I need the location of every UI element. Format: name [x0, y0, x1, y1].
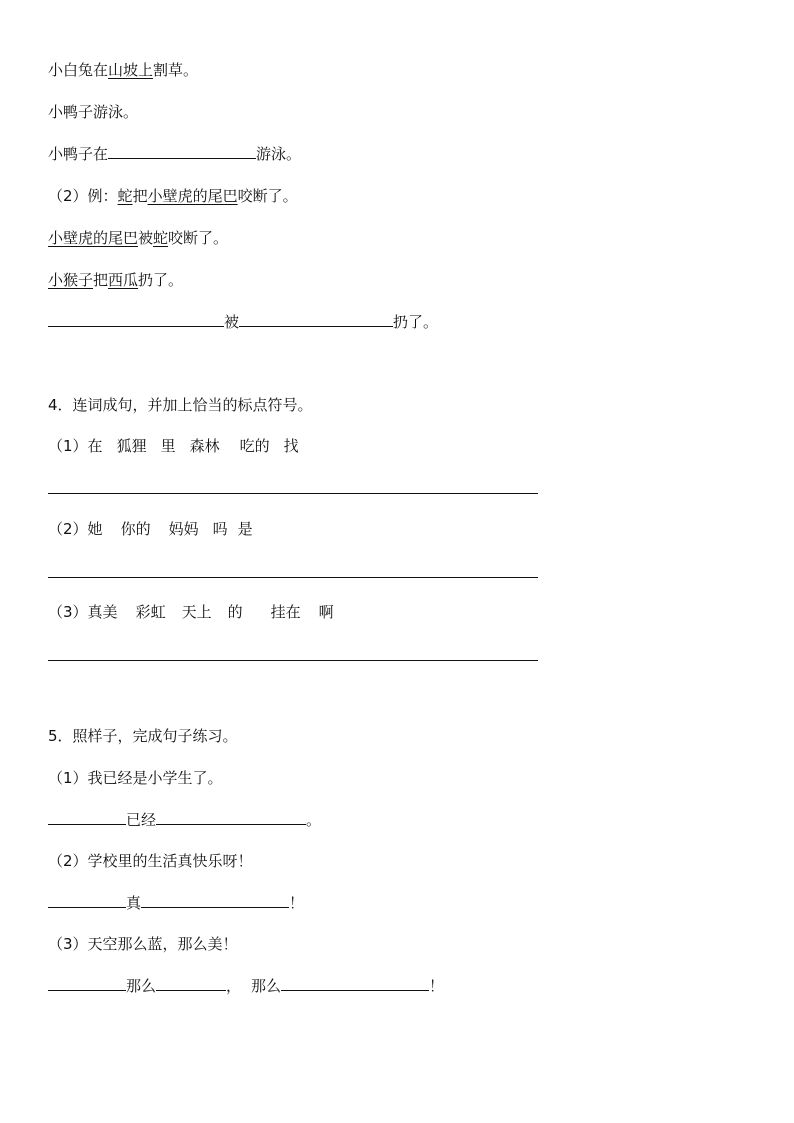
text-segment: 游泳。 — [256, 145, 302, 163]
text-segment: 已经 — [126, 811, 157, 829]
word-tile: 森林 — [189, 437, 220, 455]
underlined-phrase: 小壁虎的尾巴 — [48, 229, 139, 247]
fill-blank[interactable] — [48, 893, 126, 908]
item-label: （2） — [48, 520, 88, 538]
word-tile: 是 — [237, 520, 253, 538]
answer-line-5-2 — [48, 893, 304, 913]
word-tile: 的 — [227, 603, 243, 621]
question-4-item-3 — [48, 602, 334, 622]
text-segment: 咬断了。 — [168, 229, 229, 247]
question-5-example-3: （3）天空那么蓝，那么美！ — [48, 935, 238, 953]
answer-rule[interactable] — [48, 577, 538, 578]
text-segment: 被 — [224, 313, 240, 331]
text-segment: 小鸭子在 — [48, 145, 109, 163]
fill-blank[interactable] — [108, 144, 256, 159]
underlined-phrase: 小壁虎的尾巴 — [147, 187, 238, 205]
answer-rule[interactable] — [48, 660, 538, 661]
item-label: （1） — [48, 437, 88, 455]
underlined-phrase: 蛇 — [153, 229, 169, 247]
word-tile: 彩虹 — [135, 603, 166, 621]
fill-blank[interactable] — [48, 810, 126, 825]
fill-blank[interactable] — [281, 976, 429, 991]
text-segment: 真 — [126, 894, 142, 912]
answer-rule[interactable] — [48, 493, 538, 494]
text-segment: 把 — [93, 271, 109, 289]
fill-blank[interactable] — [156, 810, 306, 825]
text-segment: 咬断了。 — [237, 187, 298, 205]
text-segment: 扔了。 — [393, 313, 439, 331]
text-segment: ！ — [429, 977, 445, 995]
word-tile: 在 — [87, 437, 103, 455]
word-tile: 找 — [283, 437, 299, 455]
question-4-title: 4．连词成句，并加上恰当的标点符号。 — [48, 396, 313, 414]
question-5-example-2: （2）学校里的生活真快乐呀！ — [48, 852, 253, 870]
word-tile: 她 — [87, 520, 103, 538]
text-segment: ， — [226, 977, 242, 995]
question-4-item-2 — [48, 519, 253, 539]
fill-blank[interactable] — [156, 976, 226, 991]
fill-blank[interactable] — [141, 893, 289, 908]
text-segment: 。 — [306, 811, 322, 829]
word-tile: 妈妈 — [168, 520, 199, 538]
word-tile: 吗 — [212, 520, 228, 538]
word-tile: 你的 — [120, 520, 151, 538]
fill-blank[interactable] — [48, 312, 224, 327]
word-tile: 吃的 — [239, 437, 270, 455]
underlined-phrase: 小猴子 — [48, 271, 94, 289]
word-tile: 天上 — [181, 603, 212, 621]
text-segment: 那么 — [251, 977, 282, 995]
example-sentence-snake — [48, 186, 298, 206]
answer-line-duck — [48, 144, 301, 164]
fill-blank[interactable] — [48, 976, 126, 991]
word-tile: 狐狸 — [116, 437, 147, 455]
word-tile: 啊 — [318, 603, 334, 621]
text-segment: 那么 — [126, 977, 157, 995]
text-segment: 扔了。 — [138, 271, 184, 289]
word-tile: 里 — [160, 437, 176, 455]
prompt-sentence-duck: 小鸭子游泳。 — [48, 103, 139, 121]
answer-line-monkey — [48, 312, 438, 332]
text-segment: 把 — [132, 187, 148, 205]
underlined-phrase: 山坡上 — [108, 61, 154, 79]
example-sentence-rabbit — [48, 60, 198, 80]
word-tile: 挂在 — [270, 603, 301, 621]
text-segment: 割草。 — [153, 61, 199, 79]
text-segment: ！ — [289, 894, 305, 912]
prompt-sentence-monkey — [48, 270, 183, 290]
underlined-phrase: 西瓜 — [108, 271, 139, 289]
example-sentence-gecko — [48, 228, 228, 248]
answer-line-5-1 — [48, 810, 321, 830]
item-label: （2）例： — [48, 187, 118, 205]
question-4-item-1 — [48, 436, 299, 456]
text-segment: 被 — [138, 229, 154, 247]
text-segment: 小白兔在 — [48, 61, 109, 79]
underlined-phrase: 蛇 — [117, 187, 133, 205]
fill-blank[interactable] — [239, 312, 393, 327]
answer-line-5-3 — [48, 976, 444, 996]
question-5-example-1: （1）我已经是小学生了。 — [48, 769, 223, 787]
word-tile: 真美 — [87, 603, 118, 621]
question-5-title: 5．照样子，完成句子练习。 — [48, 727, 238, 745]
item-label: （3） — [48, 603, 88, 621]
